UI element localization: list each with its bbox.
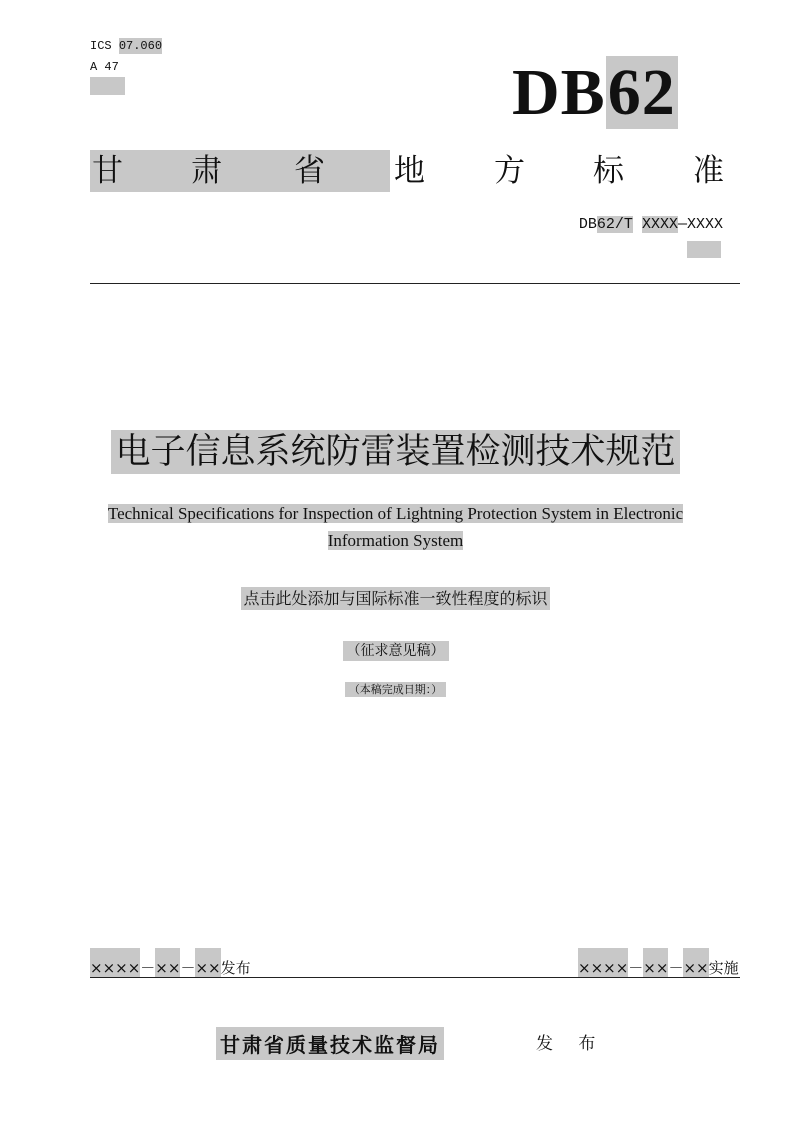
release-day: ×× [195, 948, 220, 978]
conformity-note[interactable]: 点击此处添加与国际标准一致性程度的标识 [243, 589, 548, 608]
draft-status: （征求意见稿） [343, 641, 449, 661]
title-cn-wrap [0, 430, 791, 474]
release-date [90, 948, 251, 978]
implement-label: 实施 [708, 959, 739, 977]
standard-type-char: 准 [693, 153, 724, 189]
ccs-code: 47 [104, 60, 119, 74]
implement-sep: － [628, 959, 644, 977]
issuer: 甘肃省质量技术监督局 [216, 1027, 444, 1060]
title-en [60, 500, 731, 554]
implement-month: ×× [643, 948, 668, 978]
release-sep: － [140, 959, 156, 977]
standard-type-char: 肃 [191, 153, 222, 189]
conformity-note-wrap [0, 586, 791, 609]
std-no-sequence: XXXX [641, 216, 678, 233]
ics-code: 07.060 [118, 39, 163, 53]
issuer-action: 发 布 [536, 1034, 606, 1054]
std-no-dash: — [677, 216, 687, 233]
footer-divider [90, 977, 740, 978]
standard-type-title [90, 150, 740, 192]
title-en-line1: Technical Specifications for Inspection of Lightning Protection System in Electronic [107, 504, 684, 523]
ccs-highlight-placeholder [90, 77, 125, 95]
db-logo-number: 62 [607, 56, 676, 129]
implement-date [578, 948, 739, 978]
implement-sep: － [668, 959, 684, 977]
std-no-province-code: 62/T [596, 216, 633, 233]
province-highlight [90, 150, 390, 192]
completion-date-wrap [0, 681, 791, 697]
release-year: ×××× [90, 948, 140, 978]
standard-type-char: 甘 [92, 153, 123, 189]
release-sep: － [180, 959, 196, 977]
release-label: 发布 [220, 959, 251, 977]
std-no-year: XXXX [686, 216, 723, 233]
implement-day: ×× [683, 948, 708, 978]
draft-status-wrap [0, 640, 791, 660]
release-month: ×× [155, 948, 180, 978]
ccs-label: A [90, 60, 98, 74]
standard-type-char: 地 [394, 153, 425, 189]
standard-number [579, 216, 723, 233]
standard-type-char: 标 [593, 153, 624, 189]
db-logo [512, 58, 678, 128]
title-en-line2: Information System [327, 531, 464, 550]
header-divider [90, 283, 740, 284]
ics-code-line [90, 38, 162, 54]
std-no-highlight-placeholder [687, 241, 721, 258]
std-no-prefix: DB [578, 216, 597, 233]
title-cn: 电子信息系统防雷装置检测技术规范 [111, 430, 679, 474]
completion-date: （本稿完成日期：） [345, 682, 447, 697]
standard-type-char: 省 [294, 153, 325, 189]
standard-type-char: 方 [494, 153, 525, 189]
ccs-code-line [90, 59, 119, 75]
db-logo-prefix: DB [512, 56, 606, 129]
implement-year: ×××× [578, 948, 628, 978]
ics-label: ICS [90, 39, 112, 53]
